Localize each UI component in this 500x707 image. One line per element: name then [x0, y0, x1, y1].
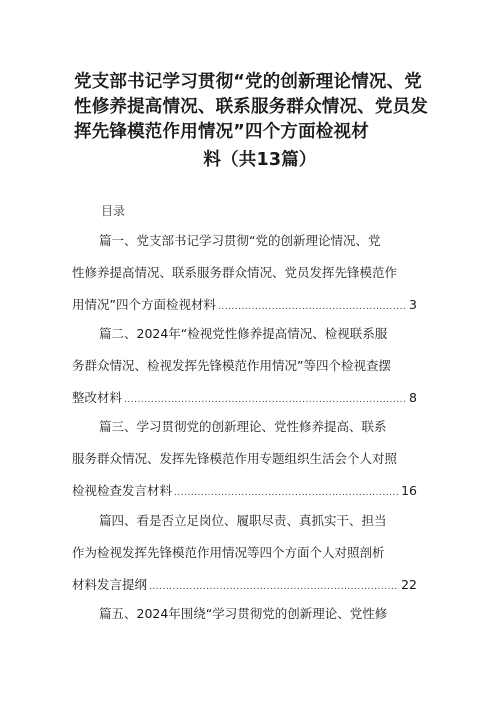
toc-entry-line: 篇四、看是否立足岗位、履职尽责、真抓实干、担当 [99, 513, 387, 528]
toc-entry-4[interactable] [72, 505, 417, 601]
toc-entry-line: 篇三、学习贯彻党的创新理论、党性修养提高、联系 [99, 419, 387, 434]
toc-entry-line: 整改材料 [72, 390, 123, 405]
title-line-4: 料（共13篇） [203, 150, 317, 170]
title-line-1: 党支部书记学习贯彻“党的创新理论情况、党 [74, 72, 422, 92]
document-title [74, 70, 446, 173]
title-line-3: 挥先锋模范作用情况”四个方面检视材 [74, 122, 369, 142]
toc-page-number: 22 [401, 577, 417, 592]
toc-entry-last-line [72, 475, 417, 507]
toc-entry-2[interactable] [72, 318, 417, 414]
toc-entry-3[interactable] [72, 411, 417, 507]
toc-page-number: 8 [409, 390, 417, 405]
toc-entry-line: 篇一、党支部书记学习贯彻“党的创新理论情况、党 [99, 233, 381, 248]
toc-entry-5[interactable] [72, 598, 417, 630]
toc-entry-line: 篇二、2024年“检视党性修养提高情况、检视联系服 [99, 326, 388, 341]
toc-page-number: 16 [401, 483, 417, 498]
toc-entry-line: 用情况”四个方面检视材料 [72, 297, 216, 312]
toc-entry-last-line [72, 289, 417, 321]
toc-entry-line: 务群众情况、检视发挥先锋模范作用情况”等四个检视查摆 [72, 358, 391, 373]
toc-entry-line: 材料发言提纲 [72, 577, 148, 592]
toc-entry-line: 性修养提高情况、联系服务群众情况、党员发挥先锋模范作 [72, 265, 398, 280]
toc-heading: 目录 [101, 204, 126, 218]
toc-entry-last-line [72, 569, 417, 601]
toc-entry-line: 作为检视发挥先锋模范作用情况等四个方面个人对照剖析 [72, 545, 385, 560]
toc-page-number: 3 [409, 297, 417, 312]
toc-entry-line: 篇五、2024年围绕“学习贯彻党的创新理论、党性修 [99, 606, 388, 621]
toc-entry-last-line [72, 382, 417, 414]
title-line-2: 性修养提高情况、联系服务群众情况、党员发 [74, 97, 428, 117]
toc-entry-1[interactable] [72, 225, 417, 321]
toc-entry-line: 检视检查发言材料 [72, 483, 173, 498]
toc-entry-line: 服务群众情况、发挥先锋模范作用专题组织生活会个人对照 [72, 451, 398, 466]
